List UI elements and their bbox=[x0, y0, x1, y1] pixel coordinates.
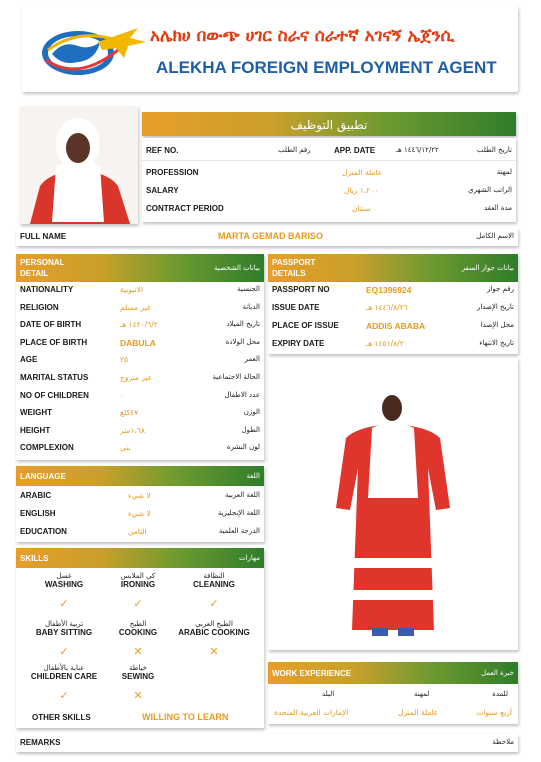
skill-label: ARABIC COOKING bbox=[178, 628, 250, 637]
personal-field-label-ar: عدد الاطفال bbox=[224, 390, 260, 399]
personal-field-value: DABULA bbox=[120, 337, 156, 348]
skill-label: IRONING bbox=[120, 580, 156, 589]
skill-label-ar: الطبخ bbox=[129, 620, 147, 628]
cross-icon: ✕ bbox=[133, 689, 143, 702]
personal-field-label-ar: العمر bbox=[244, 355, 260, 364]
remarks-label-ar: ملاحظة bbox=[492, 738, 514, 746]
skill-label: CLEANING bbox=[193, 580, 235, 589]
contract-row bbox=[146, 200, 512, 216]
skill-item bbox=[98, 572, 178, 610]
personal-field-label: PLACE OF BIRTH bbox=[20, 337, 88, 347]
language-field-label: ARABIC bbox=[20, 491, 52, 500]
full-name-row bbox=[16, 228, 518, 246]
personal-field-value: غير متزوج bbox=[120, 373, 152, 382]
app-date-label: APP. DATE bbox=[334, 145, 376, 155]
application-title: تطبيق التوظيف bbox=[290, 118, 368, 132]
passport-detail-title: PASSPORT DETAILS bbox=[272, 258, 316, 278]
passport-field-label: EXPIRY DATE bbox=[272, 339, 325, 348]
skill-item bbox=[174, 620, 254, 658]
personal-field-label: WEIGHT bbox=[20, 408, 52, 418]
passport-field-label: PASSPORT NO bbox=[272, 285, 330, 294]
skill-label: SEWING bbox=[121, 672, 155, 681]
skill-label-ar: غسل bbox=[56, 572, 72, 580]
passport-field-value: EQ1396924 bbox=[366, 285, 412, 295]
language-field-value: الثامن bbox=[128, 527, 147, 536]
profession-value: عاملة المنزل bbox=[342, 167, 383, 177]
personal-detail-title-ar: بيانات الشخصية bbox=[214, 264, 260, 272]
ref-label-ar: رقم الطلب bbox=[278, 146, 311, 154]
contract-value: سنتان bbox=[352, 203, 371, 213]
application-title-bar bbox=[142, 112, 516, 136]
personal-field-value: ٠ bbox=[120, 390, 125, 400]
ref-row bbox=[146, 142, 512, 158]
language-field-label-ar: اللغة العربية bbox=[225, 491, 260, 499]
passport-field-value: ADDIS ABABA bbox=[366, 321, 426, 331]
profession-label: PROFESSION bbox=[146, 167, 199, 177]
skill-label: BABY SITTING bbox=[35, 628, 93, 637]
personal-detail-list bbox=[16, 282, 264, 460]
skills-title-ar: مهارات bbox=[238, 554, 260, 562]
skill-item bbox=[98, 620, 178, 658]
company-name-english: ALEKHA FOREIGN EMPLOYMENT AGENT bbox=[156, 58, 497, 77]
skill-label-ar: خياطة bbox=[129, 664, 147, 672]
skill-item bbox=[24, 572, 104, 610]
full-name-value: MARTA GEMAD BARISO bbox=[218, 231, 323, 241]
skills-header bbox=[16, 548, 264, 568]
portrait-photo bbox=[20, 106, 138, 224]
salary-row bbox=[146, 182, 512, 198]
language-field-value: لا شيء bbox=[128, 509, 151, 518]
divider bbox=[142, 160, 516, 161]
app-date-value: ١٤٤٦/١٢/٢٢ هـ bbox=[396, 146, 439, 154]
app-date-label-ar: تاريخ الطلب bbox=[476, 146, 512, 154]
full-name-label-ar: الاسم الكامل bbox=[476, 232, 514, 240]
personal-field-label: AGE bbox=[20, 355, 38, 365]
full-name-label: FULL NAME bbox=[20, 232, 67, 241]
passport-detail-list bbox=[268, 282, 518, 354]
skill-label-ar: عناية بالأطفال bbox=[43, 664, 85, 672]
personal-field-label: DATE OF BIRTH bbox=[20, 320, 82, 330]
language-field-label: EDUCATION bbox=[20, 527, 67, 536]
skill-item bbox=[174, 572, 254, 610]
passport-field-label-ar: تاريخ الإصدار bbox=[476, 303, 514, 311]
skill-label-ar: النظافة bbox=[203, 572, 225, 580]
skill-label: COOKING bbox=[118, 628, 158, 637]
personal-field-label-ar: لون البشرة bbox=[226, 443, 260, 452]
personal-field-label: COMPLEXION bbox=[20, 443, 74, 453]
contract-label-ar: مدة العقد bbox=[484, 204, 512, 212]
check-icon: ✓ bbox=[59, 689, 69, 702]
language-title-ar: اللغة bbox=[246, 472, 260, 480]
personal-detail-header bbox=[16, 254, 264, 282]
ref-label: REF NO. bbox=[146, 145, 179, 155]
personal-field-label-ar: الوزن bbox=[243, 408, 260, 417]
remarks-label: REMARKS bbox=[20, 738, 61, 747]
personal-field-value: بني bbox=[120, 443, 131, 453]
full-body-photo bbox=[268, 358, 518, 650]
personal-field-value: ٢٥ bbox=[120, 355, 129, 365]
skills-title: SKILLS bbox=[20, 554, 49, 563]
personal-field-label-ar: الطول bbox=[241, 425, 260, 434]
personal-field-label: NATIONALITY bbox=[20, 285, 74, 294]
contract-label: CONTRACT PERIOD bbox=[146, 203, 224, 213]
portrait-figure-icon bbox=[20, 106, 138, 224]
passport-field-label-ar: رقم جواز bbox=[487, 285, 514, 293]
work-period: أربع سنوات bbox=[476, 708, 512, 717]
personal-field-label: NO OF CHILDREN bbox=[20, 390, 89, 400]
company-name-amharic: አሌክሀ በውጭ ሀገር ስራና ሰራተኛ አገናኝ ኤጀንሲ bbox=[150, 26, 455, 46]
language-field-value: لا شيء bbox=[128, 491, 151, 500]
personal-field-value: ١٤٢٠/٦/٢ هـ bbox=[120, 320, 158, 330]
check-icon: ✓ bbox=[209, 597, 219, 610]
skill-item bbox=[98, 664, 178, 702]
work-col-profession: لمهنة bbox=[414, 690, 430, 698]
work-experience-header bbox=[268, 662, 518, 684]
language-title: LANGUAGE bbox=[20, 472, 66, 481]
passport-field-label-ar: محل الإصدا bbox=[480, 321, 514, 329]
application-info bbox=[142, 138, 516, 222]
language-list bbox=[16, 486, 264, 542]
language-field-label-ar: اللغة الإنجليزية bbox=[217, 509, 260, 517]
passport-field-label: ISSUE DATE bbox=[272, 303, 320, 312]
personal-field-label: HEIGHT bbox=[20, 425, 51, 435]
skill-label: WASHING bbox=[44, 580, 84, 589]
salary-label-ar: الراتب الشهري bbox=[468, 186, 512, 194]
skill-label: CHILDREN CARE bbox=[30, 672, 98, 681]
passport-detail-title-ar: بيانات جواز السفر bbox=[461, 264, 514, 272]
cross-icon: ✕ bbox=[209, 645, 219, 658]
work-col-country: البلد bbox=[322, 690, 335, 698]
personal-field-label: MARITAL STATUS bbox=[20, 373, 89, 382]
personal-field-label-ar: الجنسية bbox=[237, 285, 260, 293]
other-skills-label: OTHER SKILLS bbox=[32, 713, 91, 722]
passport-field-value: ١٤٥١/٨/٢٠ هـ bbox=[366, 339, 408, 348]
work-experience-title: WORK EXPERIENCE bbox=[272, 669, 352, 678]
personal-field-label-ar: محل الولادة bbox=[225, 337, 260, 346]
skills-grid bbox=[16, 568, 264, 728]
other-skills-value: WILLING TO LEARN bbox=[142, 712, 229, 722]
personal-detail-title: PERSONAL DETAIL bbox=[20, 258, 65, 278]
language-header bbox=[16, 466, 264, 486]
personal-field-label-ar: تاريخ الميلاد bbox=[226, 320, 260, 329]
header-banner bbox=[22, 6, 518, 92]
check-icon: ✓ bbox=[59, 597, 69, 610]
cross-icon: ✕ bbox=[133, 645, 143, 658]
work-experience-table bbox=[268, 684, 518, 724]
work-experience-title-ar: خبرة العمل bbox=[481, 669, 514, 677]
salary-value: ١،٢٠٠ ريال bbox=[344, 185, 379, 195]
remarks-row bbox=[16, 734, 518, 752]
profession-row bbox=[146, 164, 512, 180]
language-field-label: ENGLISH bbox=[20, 509, 56, 518]
skill-label-ar: تربية الأطفال bbox=[44, 620, 84, 628]
work-profession: عاملة المنزل bbox=[398, 708, 439, 717]
skill-label-ar: الطبخ العربي bbox=[195, 620, 233, 628]
personal-field-label-ar: الحالة الاجتماعية bbox=[212, 373, 260, 381]
work-country: الإمارات العربية المتحدة bbox=[274, 708, 349, 717]
check-icon: ✓ bbox=[59, 645, 69, 658]
salary-label: SALARY bbox=[146, 185, 179, 195]
work-col-period: للمدة bbox=[492, 690, 508, 698]
check-icon: ✓ bbox=[133, 597, 143, 610]
company-logo bbox=[38, 20, 148, 80]
passport-detail-header bbox=[268, 254, 518, 282]
personal-field-value: ١،٦٨متر bbox=[120, 425, 145, 435]
full-body-figure-icon bbox=[268, 358, 518, 650]
passport-field-value: ١٤٤٦/٨/٢٦ هـ bbox=[366, 303, 408, 312]
skill-item bbox=[24, 664, 104, 702]
passport-field-label: PLACE OF ISSUE bbox=[272, 321, 339, 330]
personal-field-label: RELIGION bbox=[20, 302, 59, 312]
personal-field-label-ar: الديانة bbox=[242, 302, 260, 311]
profession-label-ar: لمهنة bbox=[496, 168, 512, 176]
personal-field-value: ٤٧كلغ bbox=[120, 408, 139, 418]
passport-field-label-ar: تاريخ الانتهاء bbox=[479, 339, 514, 347]
personal-field-value: غير مسلم bbox=[120, 302, 151, 312]
language-field-label-ar: الدرجة العلمية bbox=[218, 527, 260, 535]
personal-field-value: الاثيوبية bbox=[120, 285, 143, 294]
skill-label-ar: كي الملابس bbox=[120, 572, 156, 580]
skill-item bbox=[24, 620, 104, 658]
